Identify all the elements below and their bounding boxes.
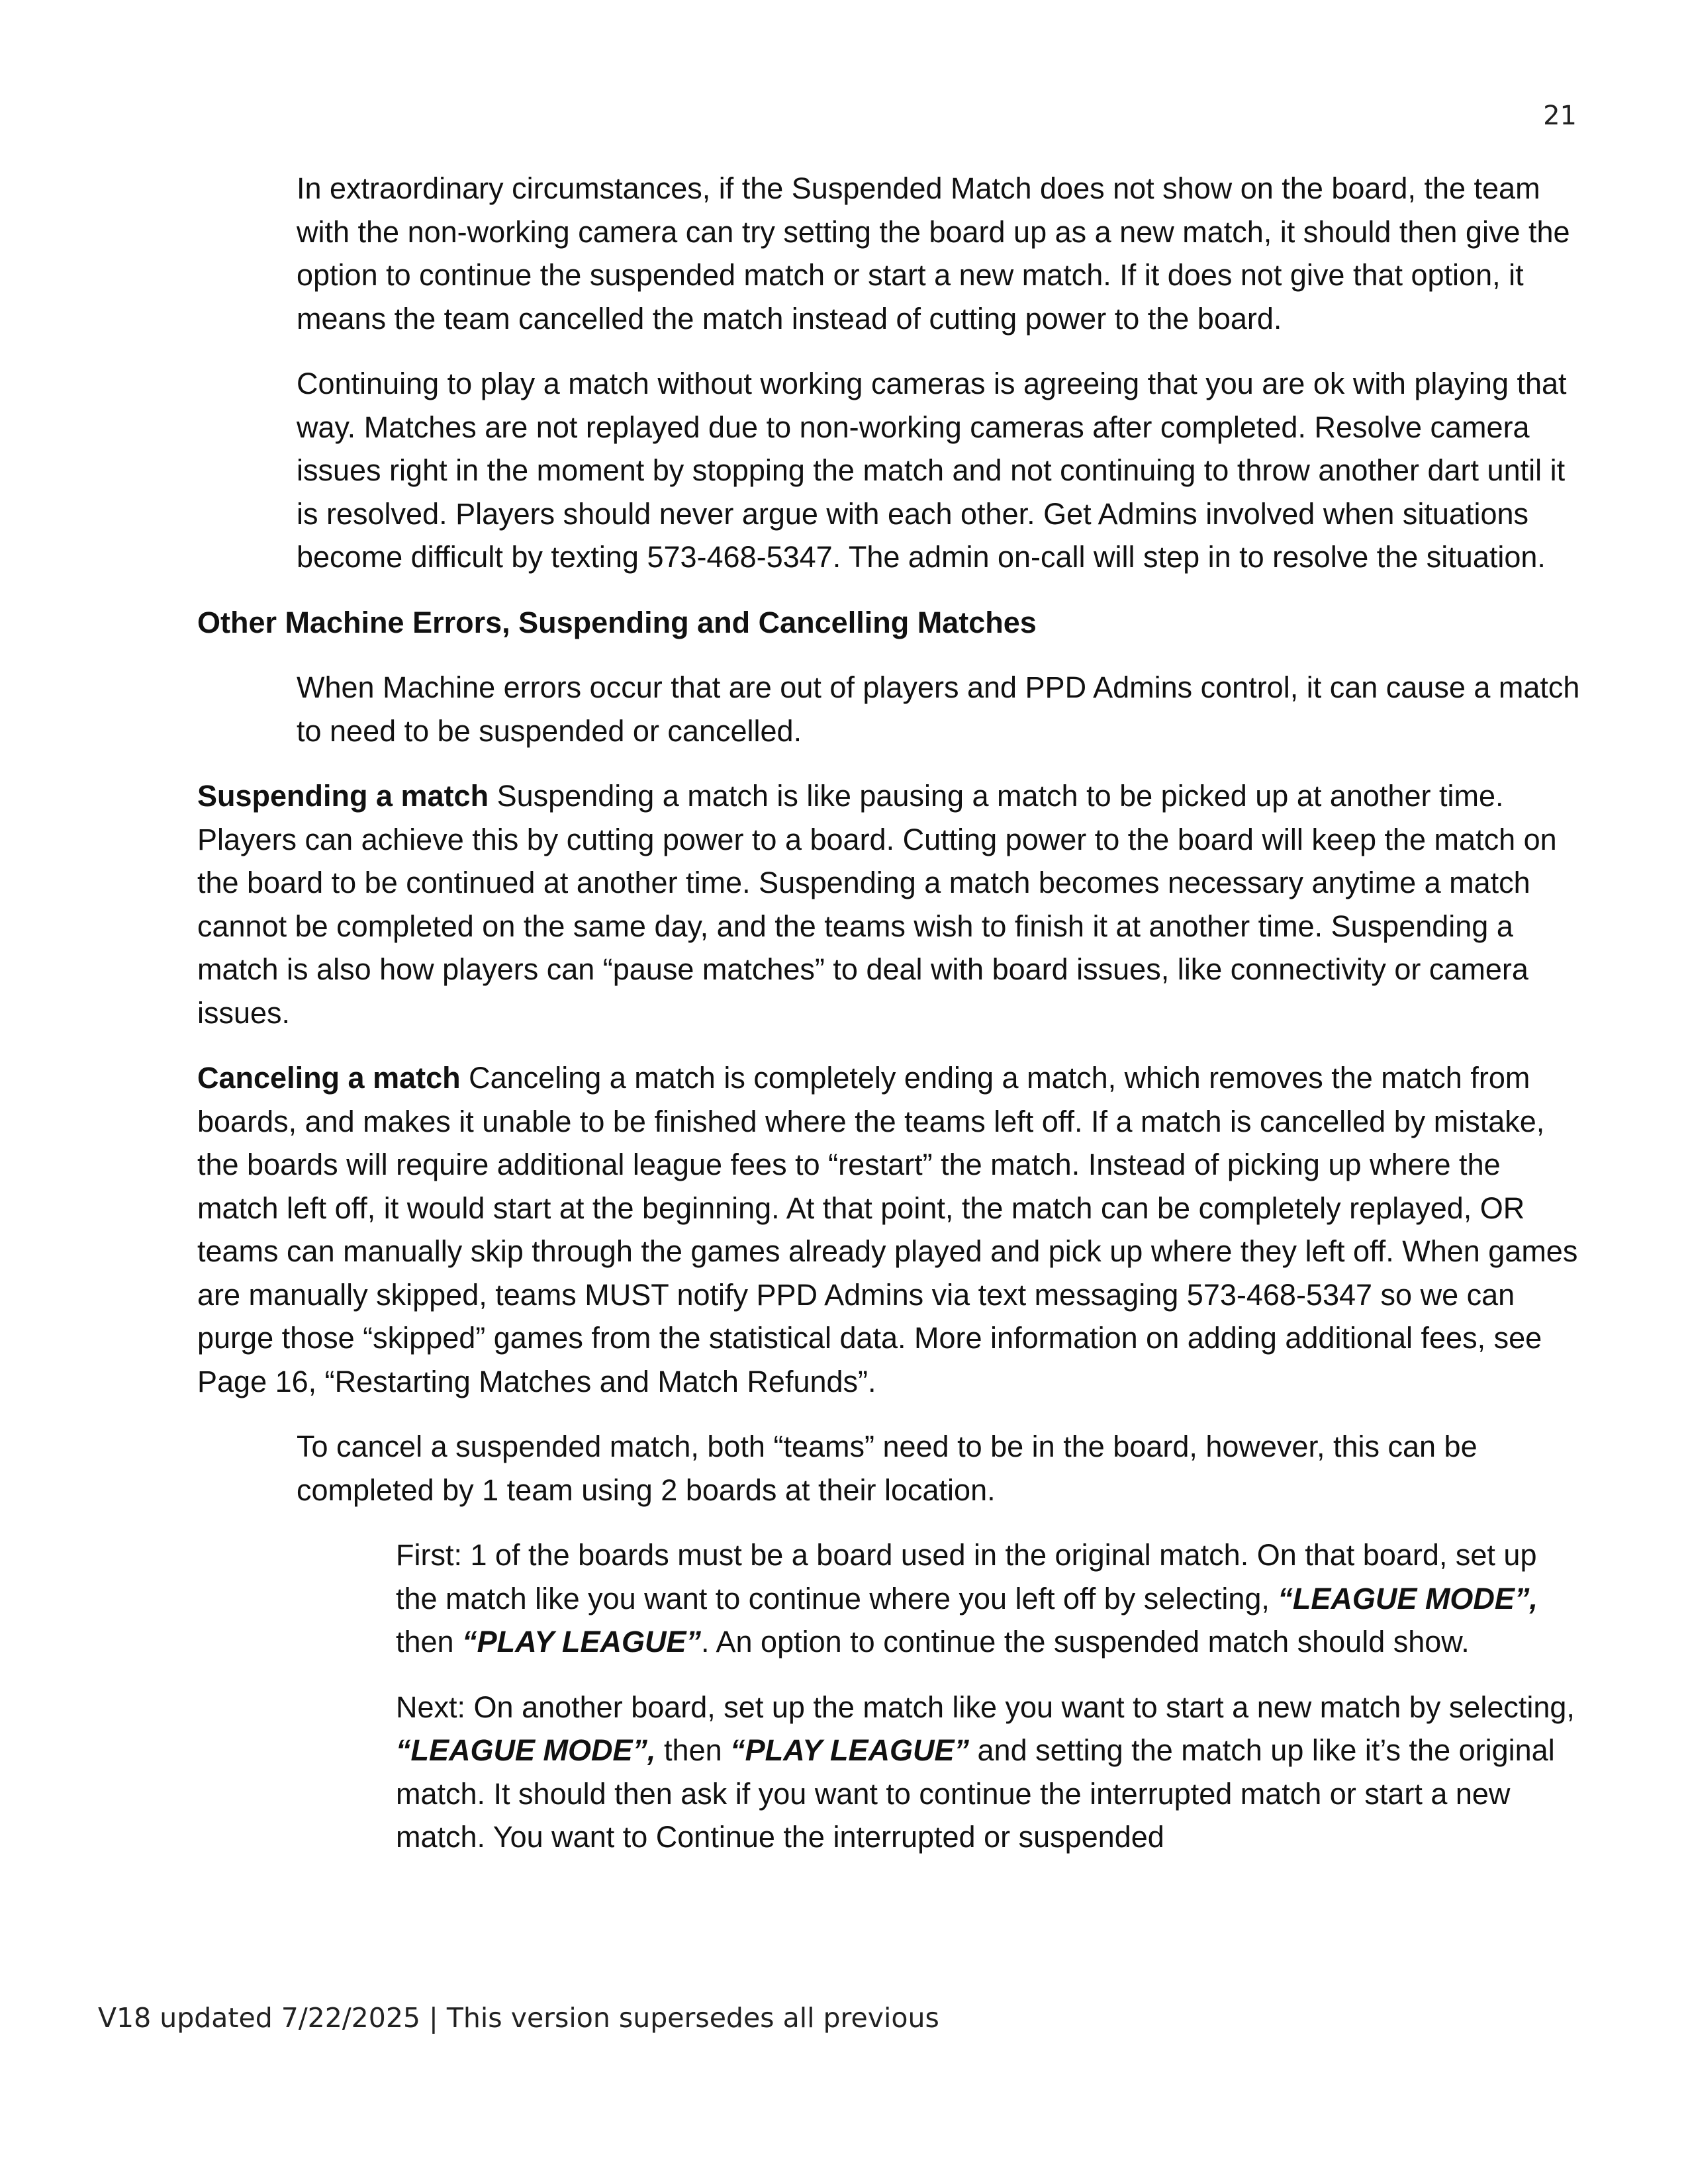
suspending-text: Suspending a match is like pausing a match to be picked up at another time. Players can achieve this by cutting power to a board. Cutting power to the board will keep the match on the board to be continued at another time. Suspending a match becomes necessary anytime a match cannot be completed on the same day, and the teams wish to finish it at another time. Suspending a match is also how players can “pause matches” to deal with board issues, like connectivity or camera issues. — [197, 779, 1557, 1030]
canceling-label: Canceling a match — [197, 1061, 461, 1095]
document-body — [197, 167, 1581, 1881]
footer-version: V18 updated 7/22/2025 | This version supersedes all previous — [98, 2002, 939, 2034]
paragraph-non-working-cameras: Continuing to play a match without working cameras is agreeing that you are ok with playing that way. Matches are not replayed due to non-working cameras after completed. Resolve camera issues right in the moment by stopping the match and not continuing to throw another dart until it is resolved. Players should never argue with each other. Get Admins involved when situations become difficult by texting 573-468-5347. The admin on-call will step in to resolve the situation. — [297, 367, 1567, 574]
play-league-emphasis: “PLAY LEAGUE” — [462, 1625, 701, 1659]
paragraph-first-step — [197, 1533, 1581, 1664]
paragraph-canceling-match — [197, 1056, 1581, 1403]
paragraph-machine-errors: When Machine errors occur that are out of players and PPD Admins control, it can cause a match to need to be suspended or cancelled. — [297, 670, 1580, 748]
page-number: 21 — [1543, 101, 1577, 131]
league-mode-emphasis: “LEAGUE MODE”, — [396, 1733, 656, 1767]
next-step-then: then — [655, 1733, 731, 1767]
next-step-text: Next: On another board, set up the match like you want to start a new match by selecting, — [396, 1690, 1575, 1724]
paragraph-suspending-match — [197, 774, 1581, 1034]
paragraph-cancel-suspended: To cancel a suspended match, both “teams” need to be in the board, however, this can be completed by 1 team using 2 boards at their location. — [297, 1430, 1477, 1507]
canceling-text: Canceling a match is completely ending a match, which removes the match from boards, and makes it unable to be finished where the teams left off. If a match is cancelled by mistake, the boards will require additional league fees to “restart” the match. Instead of picking up where the match left off, it would start at the beginning. At that point, the match can be completely replayed, OR teams can manually skip through the games already played and pick up where they left off. When games are manually skipped, teams MUST notify PPD Admins via text messaging 573-468-5347 so we can purge those “skipped” games from the statistical data. More information on adding additional fees, see Page 16, “Restarting Matches and Match Refunds”. — [197, 1061, 1578, 1398]
first-step-end: . An option to continue the suspended match should show. — [700, 1625, 1470, 1659]
first-step-text: First: 1 of the boards must be a board used in the original match. On that board, set up the match like you want to continue where you left off by selecting, — [396, 1538, 1537, 1615]
suspending-label: Suspending a match — [197, 779, 489, 813]
next-step-end: and setting the match up like it’s the original match. It should then ask if you want to continue the interrupted match or start a new match. You want to Continue the interrupted or suspended — [396, 1733, 1555, 1854]
first-step-then: then — [396, 1625, 463, 1659]
paragraph-next-step — [197, 1686, 1581, 1859]
section-heading-machine-errors: Other Machine Errors, Suspending and Cancelling Matches — [197, 605, 1037, 639]
play-league-emphasis: “PLAY LEAGUE” — [730, 1733, 970, 1767]
paragraph-suspended-not-showing: In extraordinary circumstances, if the Suspended Match does not show on the board, the team with the non-working camera can try setting the board up as a new match, it should then give the option to continue the suspended match or start a new match. If it does not give that option, it means the team cancelled the match instead of cutting power to the board. — [297, 171, 1570, 336]
league-mode-emphasis: “LEAGUE MODE”, — [1278, 1581, 1538, 1615]
